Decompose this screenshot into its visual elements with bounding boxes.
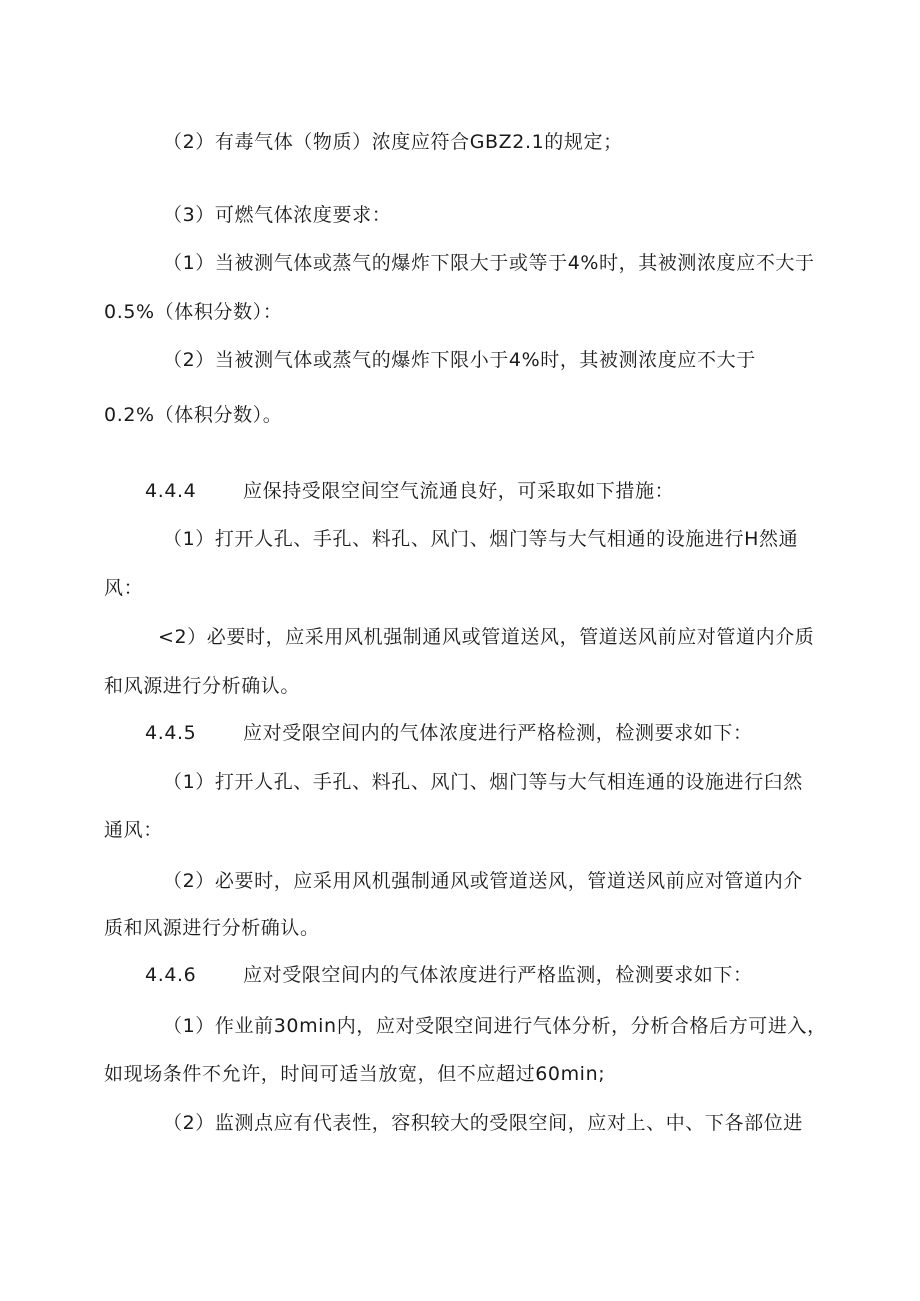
paragraph-toxic-gas: （2）有毒气体（物质）浓度应符合GBZ2.1的规定； bbox=[163, 131, 623, 153]
paragraph-monitoring-item-1: （1）作业前30min内，应对受限空间进行气体分析，分析合格后方可进入， bbox=[163, 1015, 827, 1037]
paragraph-flammable-gas-heading: （3）可燃气体浓度要求： bbox=[163, 204, 392, 226]
paragraph-flammable-item-2: （2）当被测气体或蒸气的爆炸下限小于4%时，其被测浓度应不大于 bbox=[163, 349, 756, 371]
section-number: 4.4.6 bbox=[145, 964, 197, 986]
section-title: 应保持受限空间空气流通良好，可采取如下措施： bbox=[243, 480, 675, 502]
paragraph-flammable-item-1-cont: 0.5%（体积分数）： bbox=[104, 301, 283, 323]
paragraph-ventilation-item-2-cont: 和风源进行分析确认。 bbox=[104, 675, 301, 697]
paragraph-ventilation-item-1-cont: 风： bbox=[104, 577, 144, 599]
section-4-4-4 bbox=[145, 478, 674, 504]
section-title: 应对受限空间内的气体浓度进行严格检测，检测要求如下： bbox=[243, 722, 753, 744]
paragraph-monitoring-item-2: （2）监测点应有代表性，容积较大的受限空间，应对上、中、下各部位进 bbox=[163, 1112, 803, 1134]
paragraph-detection-item-2: （2）必要时，应采用风机强制通风或管道送风，管道送风前应对管道内介 bbox=[163, 870, 803, 892]
paragraph-ventilation-item-2: <2）必要时，应采用风机强制通风或管道送风，管道送风前应对管道内介质 bbox=[158, 626, 815, 648]
paragraph-detection-item-1-cont: 通风： bbox=[104, 819, 163, 841]
section-title: 应对受限空间内的气体浓度进行严格监测，检测要求如下： bbox=[243, 964, 753, 986]
section-number: 4.4.5 bbox=[145, 722, 197, 744]
paragraph-ventilation-item-1: （1）打开人孔、手孔、料孔、风门、烟门等与大气相通的设施进行H然通 bbox=[163, 528, 799, 550]
section-4-4-5 bbox=[145, 720, 753, 746]
section-4-4-6 bbox=[145, 962, 753, 988]
paragraph-flammable-item-2-cont: 0.2%（体积分数）。 bbox=[104, 404, 283, 426]
paragraph-flammable-item-1: （1）当被测气体或蒸气的爆炸下限大于或等于4%时，其被测浓度应不大于 bbox=[163, 252, 815, 274]
paragraph-monitoring-item-1-cont: 如现场条件不允许，时间可适当放宽，但不应超过60min; bbox=[104, 1063, 606, 1085]
paragraph-detection-item-2-cont: 质和风源进行分析确认。 bbox=[104, 917, 320, 939]
section-number: 4.4.4 bbox=[145, 480, 197, 502]
paragraph-detection-item-1: （1）打开人孔、手孔、料孔、风门、烟门等与大气相连通的设施进行臼然 bbox=[163, 771, 803, 793]
